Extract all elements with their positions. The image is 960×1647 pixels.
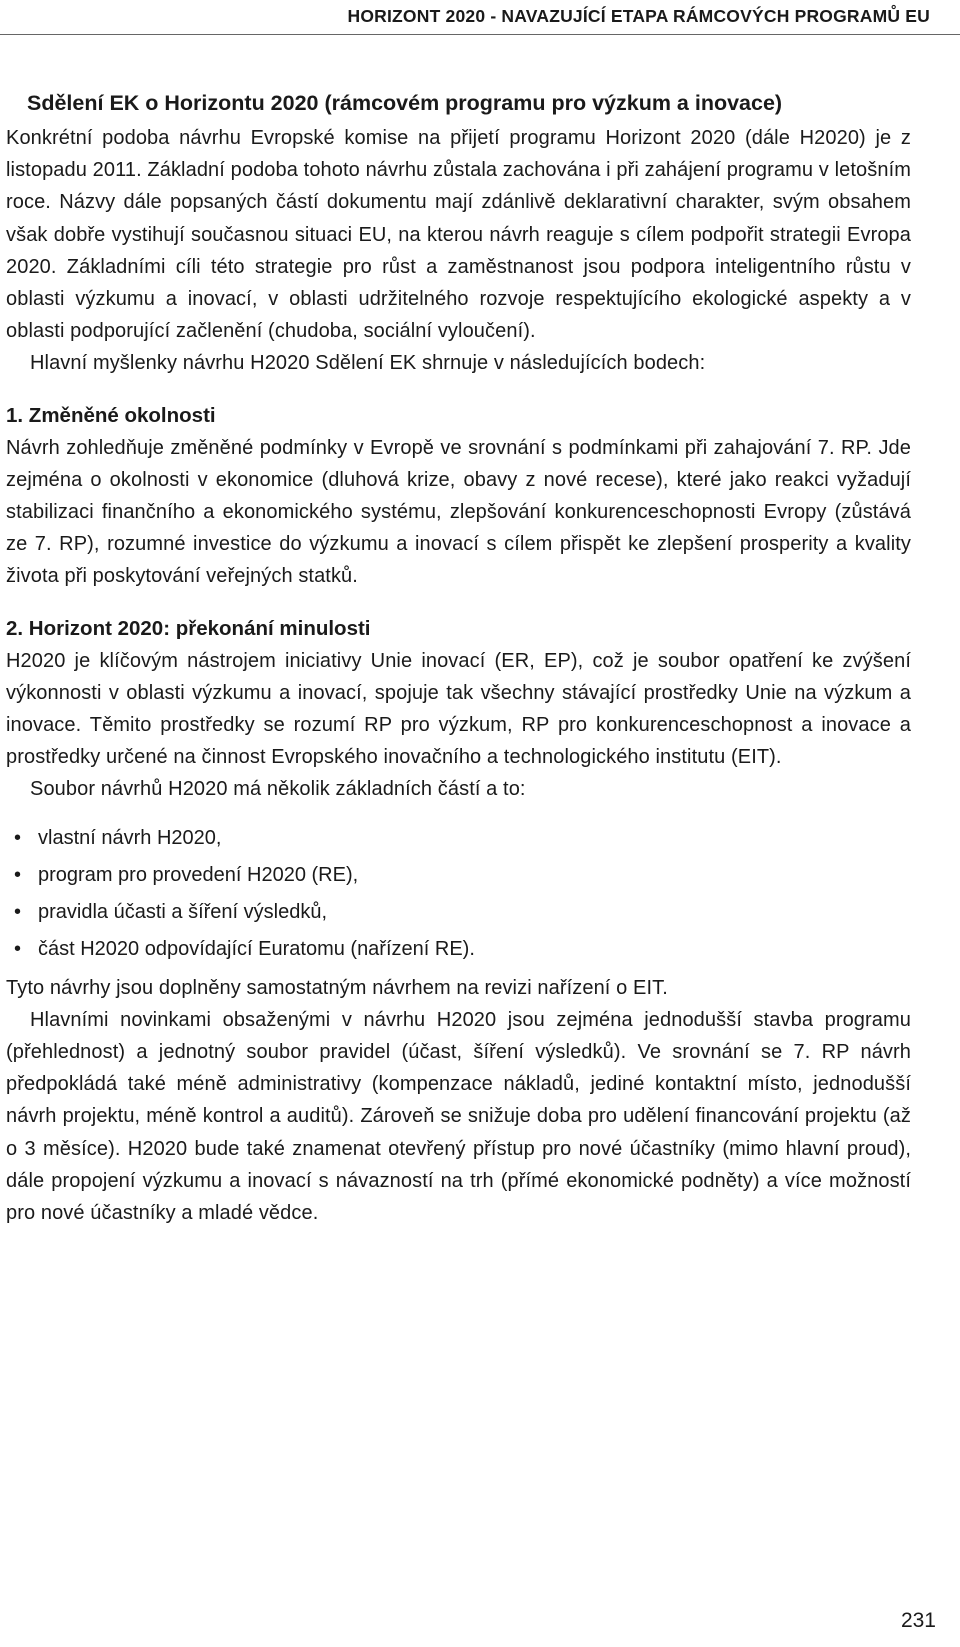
list-item-text: pravidla účasti a šíření výsledků,: [38, 900, 328, 923]
list-item: [6, 857, 911, 894]
section-1-paragraph: Návrh zohledňuje změněné podmínky v Evropě ve srovnání s podmínkami při zahajování 7. RP. Jde zejména o okolnosti v ekonomice (dluhová krize, obavy z nové recese), které jako reakci vyžadují stabilizaci finančního a ekonomického systému, zlepšování konkurenceschopnosti Evropy (zůstává ze 7. RP), rozumné investice do výzkumu a inovací s cílem přispět ke zlepšení prosperity a kvality života při poskytování veřejných statků.: [6, 436, 911, 588]
novelties-paragraph: Hlavními novinkami obsaženými v návrhu H2020 jsou zejména jednodušší stavba programu (přehlednost) a jednotný soubor pravidel (účast, šíření výsledků). Ve srovnání se 7. RP návrh předpokládá také méně administrativy (kompenzace nákladů, jediné kontaktní místo, jednodušší návrh projektu, méně kontrol a auditů). Zároveň se snižuje doba pro udělení financování projektu (až o 3 měsíce). H2020 bude také znamenat otevřený přístup pro nové účastníky (mimo hlavní proud), dále propojení výzkumu a inovací s návazností na trh (přímé ekonomické podněty) a více možností pro nové účastníky a mladé vědce.: [6, 1008, 911, 1225]
parts-intro: Soubor návrhů H2020 má několik základních částí a to:: [30, 778, 526, 801]
section-1-heading: 1. Změněné okolnosti: [6, 403, 216, 427]
parts-list: [6, 820, 911, 968]
section-2-heading: 2. Horizont 2020: překonání minulosti: [6, 616, 371, 640]
page-number: 231: [900, 1609, 936, 1632]
bullet-icon: •: [14, 937, 22, 960]
bullet-icon: •: [14, 863, 22, 886]
bullet-icon: •: [14, 826, 22, 849]
list-item-text: vlastní návrh H2020,: [38, 826, 222, 849]
bullet-icon: •: [14, 900, 22, 923]
eit-note: Tyto návrhy jsou doplněny samostatným návrhem na revizi nařízení o EIT.: [6, 976, 668, 999]
list-item: [6, 931, 911, 968]
running-header-title: HORIZONT 2020 - NAVAZUJÍCÍ ETAPA RÁMCOVÝCH PROGRAMŮ EU: [347, 6, 930, 26]
document-body: [6, 88, 911, 1229]
intro-paragraph: Konkrétní podoba návrhu Evropské komise na přijetí programu Horizont 2020 (dále H2020) je z listopadu 2011. Základní podoba tohoto návrhu zůstala zachována i při zahájení programu v letošním roce. Názvy dále popsaných částí dokumentu mají zdánlivě deklarativní charakter, svým obsahem však dobře vystihují současnou situaci EU, na kterou návrh reaguje s cílem podpořit strategii Evropa 2020. Základními cíli této strategie pro růst a zaměstnanost jsou podpora inteligentního růstu v oblasti výzkumu a inovací, v oblasti udržitelného rozvoje respektujícího ekologické aspekty a v oblasti podporující začlenění (chudoba, sociální vyloučení).: [6, 127, 911, 343]
list-item: [6, 820, 911, 857]
section-2-paragraph: H2020 je klíčovým nástrojem iniciativy Unie inovací (ER, EP), což je soubor opatření ke zvýšení výkonnosti v oblasti výzkumu a inovací, spojuje tak všechny stávající prostředky Unie na výzkum a inovace. Těmito prostředky se rozumí RP pro výzkum, RP pro konkurenceschopnost a inovace a prostředky určené na činnost Evropského inovačního a technologického institutu (EIT).: [6, 649, 911, 769]
running-header: [0, 0, 960, 35]
document-title: Sdělení EK o Horizontu 2020 (rámcovém programu pro výzkum a inovace): [27, 91, 783, 115]
list-item-text: program pro provedení H2020 (RE),: [38, 863, 359, 886]
summary-line: Hlavní myšlenky návrhu H2020 Sdělení EK shrnuje v následujících bodech:: [30, 352, 706, 375]
list-item-text: část H2020 odpovídající Euratomu (nařízení RE).: [38, 937, 475, 960]
list-item: [6, 894, 911, 931]
